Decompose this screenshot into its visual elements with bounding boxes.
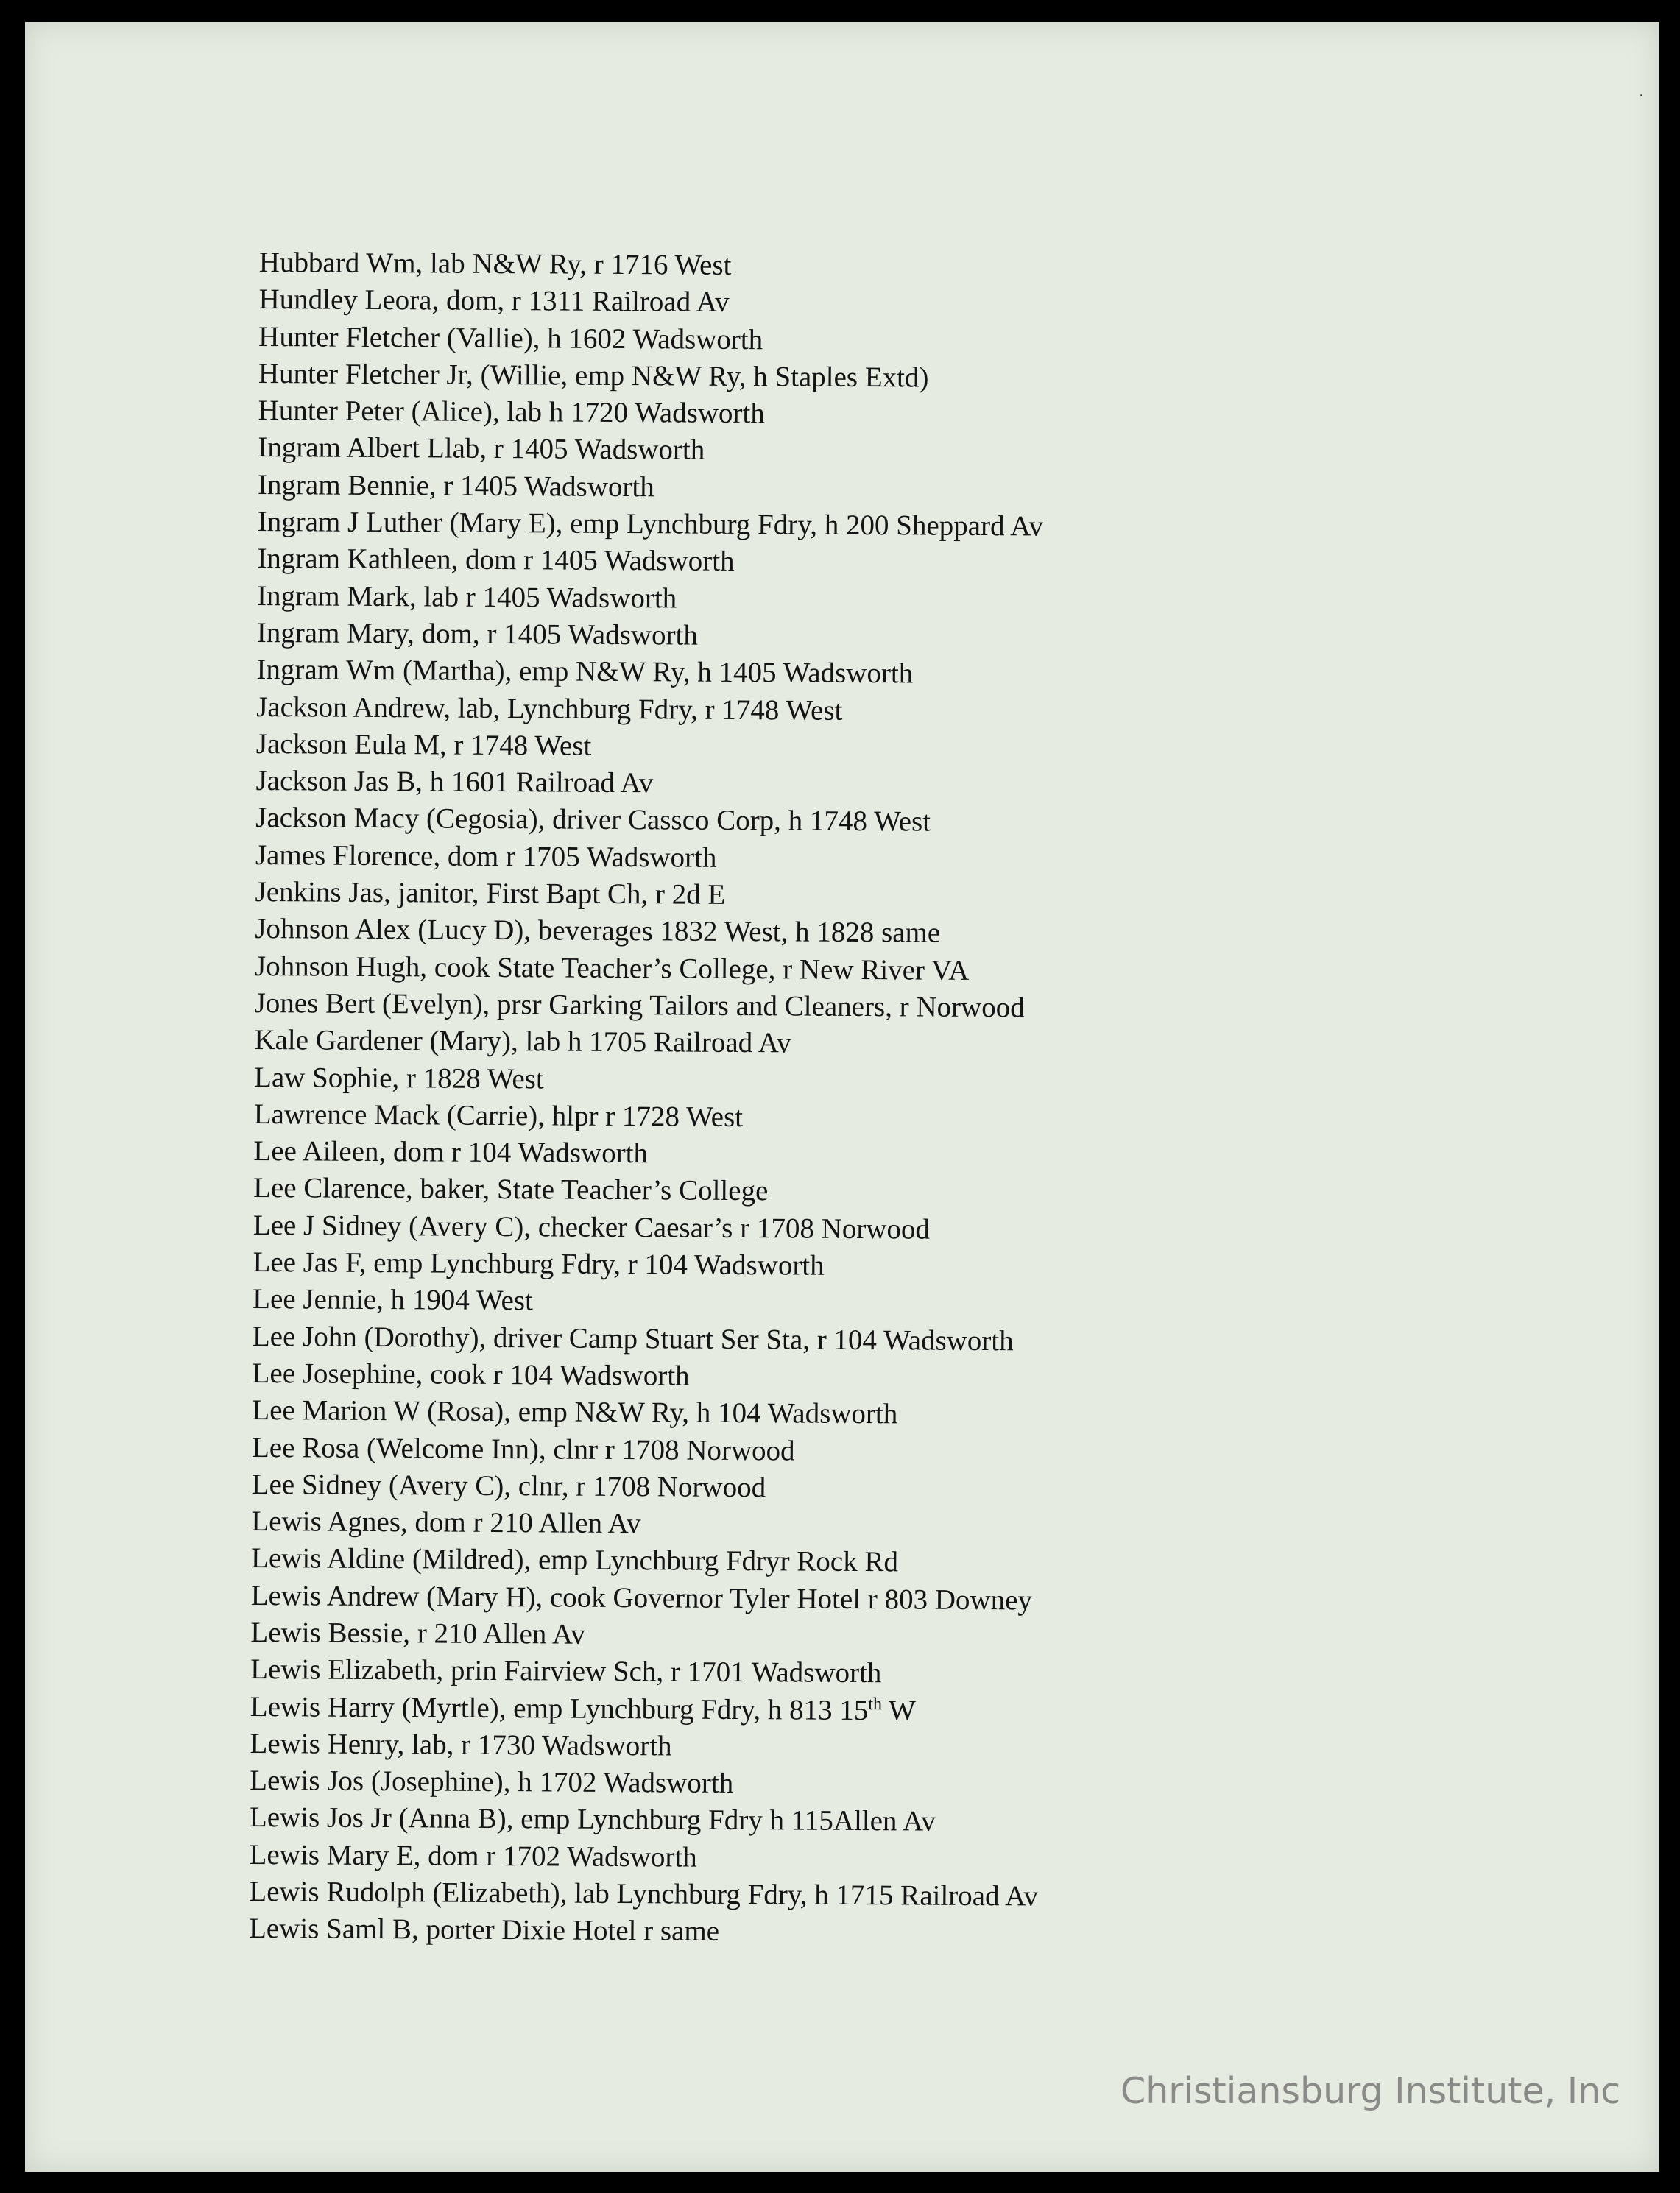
directory-entry: Jackson Jas B, h 1601 Railroad Av [255, 765, 654, 799]
directory-entry: Jackson Macy (Cegosia), driver Cassco Corp, h 1748 West [255, 802, 931, 838]
directory-entry: Lewis Jos (Josephine), h 1702 Wadsworth [250, 1765, 734, 1800]
directory-entry: Lewis Mary E, dom r 1702 Wadsworth [249, 1838, 697, 1874]
directory-entry: Ingram Albert Llab, r 1405 Wadsworth [258, 431, 705, 467]
directory-entry: Lewis Saml B, porter Dixie Hotel r same [248, 1913, 720, 1948]
directory-entry: Lee Aileen, dom r 104 Wadsworth [253, 1135, 649, 1170]
directory-entry: Lee Marion W (Rosa), emp N&W Ry, h 104 Wadsworth [252, 1394, 898, 1430]
entry-tail: W [881, 1694, 916, 1727]
directory-entry: Lewis Elizabeth, prin Fairview Sch, r 1701 Wadsworth [250, 1653, 882, 1689]
paper-speck [1640, 94, 1642, 96]
directory-entry: Lawrence Mack (Carrie), hlpr r 1728 West [253, 1098, 744, 1133]
directory-entry: Johnson Alex (Lucy D), beverages 1832 West, h 1828 same [255, 913, 941, 950]
directory-entry: Lee Jennie, h 1904 West [253, 1283, 534, 1317]
directory-entry: Lee Sidney (Avery C), clnr, r 1708 Norwood [251, 1468, 766, 1504]
directory-entry: Lee Rosa (Welcome Inn), clnr r 1708 Norwood [251, 1431, 795, 1466]
entry-text: Lewis Harry (Myrtle), emp Lynchburg Fdry, h 813 15 [250, 1690, 869, 1726]
directory-entry: Lewis Rudolph (Elizabeth), lab Lynchburg Fdry, h 1715 Railroad Av [249, 1876, 1039, 1913]
document-page [25, 22, 1659, 2172]
directory-entry: Jackson Eula M, r 1748 West [255, 727, 592, 762]
directory-entry: Hunter Peter (Alice), lab h 1720 Wadsworth [258, 395, 765, 430]
directory-entry: Ingram Mary, dom, r 1405 Wadsworth [256, 616, 698, 651]
directory-entry: James Florence, dom r 1705 Wadsworth [255, 838, 717, 874]
directory-entry: Lewis Agnes, dom r 210 Allen Av [251, 1505, 641, 1540]
directory-entry: Jackson Andrew, lab, Lynchburg Fdry, r 1748 West [256, 691, 843, 727]
directory-entry: Law Sophie, r 1828 West [253, 1061, 544, 1095]
directory-entry: Ingram Bennie, r 1405 Wadsworth [257, 468, 654, 504]
directory-entry: Lee J Sidney (Avery C), checker Caesar’s r 1708 Norwood [253, 1209, 931, 1246]
watermark-text: Christiansburg Institute, Inc [1120, 2070, 1621, 2112]
directory-entry: Ingram J Luther (Mary E), emp Lynchburg Fdry, h 200 Sheppard Av [257, 506, 1044, 543]
directory-entry: Lewis Aldine (Mildred), emp Lynchburg Fdryr Rock Rd [250, 1542, 899, 1578]
directory-entry: Jones Bert (Evelyn), prsr Garking Tailors and Cleaners, r Norwood [254, 986, 1025, 1024]
directory-entry: Lee John (Dorothy), driver Camp Stuart Ser Sta, r 104 Wadsworth [252, 1320, 1014, 1357]
directory-entry: Lewis Henry, lab, r 1730 Wadsworth [250, 1727, 672, 1762]
directory-entries [249, 244, 1437, 1954]
directory-entry: Ingram Wm (Martha), emp N&W Ry, h 1405 Wadsworth [256, 654, 914, 690]
directory-entry: Hunter Fletcher (Vallie), h 1602 Wadsworth [258, 320, 763, 356]
ordinal-superscript: th [868, 1694, 883, 1714]
directory-entry: Hubbard Wm, lab N&W Ry, r 1716 West [258, 246, 732, 281]
directory-entry: Kale Gardener (Mary), lab h 1705 Railroad Av [254, 1024, 791, 1059]
directory-entry: Lee Josephine, cook r 104 Wadsworth [252, 1357, 690, 1392]
directory-entry: Lee Clarence, baker, State Teacher’s College [253, 1172, 769, 1207]
directory-entry: Hunter Fletcher Jr, (Willie, emp N&W Ry, h Staples Extd) [258, 357, 929, 394]
directory-entry: Hundley Leora, dom, r 1311 Railroad Av [258, 283, 730, 319]
directory-entry: Lewis Andrew (Mary H), cook Governor Tyler Hotel r 803 Downey [250, 1579, 1033, 1617]
directory-entry: Lewis Bessie, r 210 Allen Av [250, 1616, 585, 1650]
directory-entry: Lewis Jos Jr (Anna B), emp Lynchburg Fdry h 115Allen Av [249, 1801, 936, 1838]
directory-entry: Ingram Kathleen, dom r 1405 Wadsworth [257, 543, 735, 578]
directory-entry: Jenkins Jas, janitor, First Bapt Ch, r 2d E [255, 876, 726, 911]
directory-entry: Johnson Hugh, cook State Teacher’s College, r New River VA [254, 950, 970, 986]
directory-entry: Lee Jas F, emp Lynchburg Fdry, r 104 Wadsworth [253, 1246, 825, 1282]
directory-entry: Ingram Mark, lab r 1405 Wadsworth [256, 579, 677, 615]
